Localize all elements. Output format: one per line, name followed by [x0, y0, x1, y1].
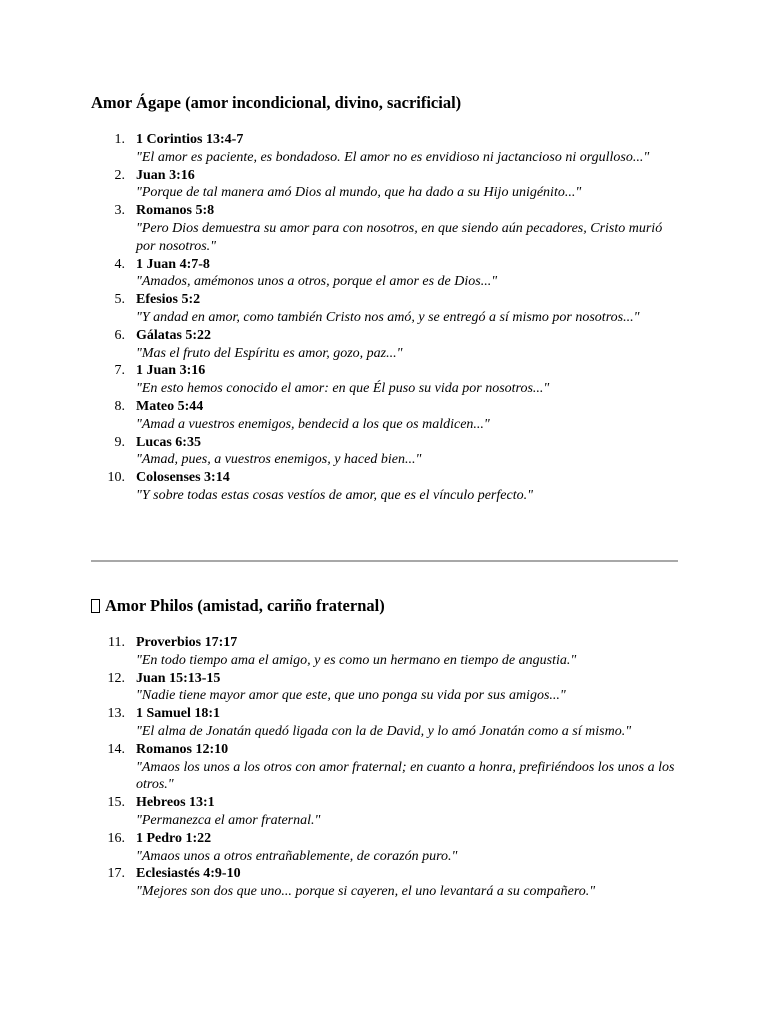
verse-quote: "En todo tiempo ama el amigo, y es como un hermano en tiempo de angustia."	[136, 652, 577, 668]
item-number: 6.	[114, 327, 125, 343]
list-item	[91, 670, 679, 706]
verse-reference: Efesios 5:2	[136, 292, 201, 308]
item-number: 15.	[107, 795, 125, 811]
verse-quote: "El amor es paciente, es bondadoso. El amor no es envidioso ni jactancioso ni orgulloso..."	[136, 149, 650, 165]
verse-quote: "Porque de tal manera amó Dios al mundo, que ha dado a su Hijo unigénito..."	[136, 185, 582, 201]
verse-reference: Romanos 5:8	[136, 203, 215, 219]
verse-quote: "El alma de Jonatán quedó ligada con la de David, y lo amó Jonatán como a sí mismo."	[136, 723, 632, 739]
list-item	[91, 705, 679, 741]
verse-quote: "Amaos los unos a los otros con amor fraternal; en cuanto a honra, prefiriéndoos los unos a los otros."	[136, 759, 675, 793]
verse-reference: 1 Juan 4:7-8	[136, 256, 210, 272]
list-item	[91, 469, 679, 505]
item-number: 5.	[114, 292, 125, 308]
item-number: 14.	[107, 741, 125, 757]
verse-quote: "Y sobre todas estas cosas vestíos de amor, que es el vínculo perfecto."	[136, 487, 533, 503]
verse-quote: "Mas el fruto del Espíritu es amor, gozo, paz..."	[136, 345, 403, 361]
verse-reference: 1 Juan 3:16	[136, 363, 206, 379]
verse-reference: Romanos 12:10	[136, 741, 229, 757]
item-number: 16.	[107, 830, 125, 846]
verse-quote: "Permanezca el amor fraternal."	[136, 812, 321, 828]
item-number: 2.	[114, 167, 125, 183]
item-number: 7.	[114, 363, 125, 379]
list-item	[91, 167, 679, 203]
item-number: 3.	[114, 203, 125, 219]
section-heading-agape	[91, 93, 461, 113]
verse-reference: Mateo 5:44	[136, 398, 204, 414]
verse-reference: Hebreos 13:1	[136, 795, 215, 811]
missing-glyph-icon	[91, 599, 100, 613]
item-number: 11.	[108, 635, 125, 650]
item-number: 8.	[114, 398, 125, 414]
verse-quote: "En esto hemos conocido el amor: en que Él puso su vida por nosotros..."	[136, 381, 550, 397]
section-heading-philos	[91, 596, 385, 616]
verse-reference: Proverbios 17:17	[136, 635, 238, 650]
list-item	[91, 291, 679, 327]
verse-reference: 1 Pedro 1:22	[136, 830, 212, 846]
list-item	[91, 327, 679, 363]
list-item	[91, 202, 679, 255]
list-item	[91, 634, 679, 670]
section-title-agape: Amor Ágape (amor incondicional, divino, sacrificial)	[91, 93, 462, 112]
verse-reference: Lucas 6:35	[136, 434, 201, 450]
list-item	[91, 830, 679, 866]
section-divider	[91, 560, 678, 562]
verse-quote: "Amad, pues, a vuestros enemigos, y haced bien..."	[136, 452, 422, 468]
list-item	[91, 434, 679, 470]
verse-list-philos	[91, 634, 679, 901]
section-title-philos: Amor Philos (amistad, cariño fraternal)	[105, 596, 385, 615]
verse-reference: Colosenses 3:14	[136, 470, 230, 486]
verse-quote: "Nadie tiene mayor amor que este, que uno ponga su vida por sus amigos..."	[136, 688, 566, 704]
list-item	[91, 794, 679, 830]
verse-quote: "Amados, amémonos unos a otros, porque el amor es de Dios..."	[136, 274, 498, 290]
verse-quote: "Pero Dios demuestra su amor para con nosotros, en que siendo aún pecadores, Cristo murió por nosotros."	[136, 220, 663, 254]
list-item	[91, 256, 679, 292]
verse-reference: Juan 15:13-15	[136, 670, 221, 686]
verse-reference: Gálatas 5:22	[136, 327, 212, 343]
verse-reference: 1 Samuel 18:1	[136, 706, 220, 722]
list-item	[91, 865, 679, 901]
list-item	[91, 131, 679, 167]
verse-reference: 1 Corintios 13:4-7	[136, 132, 244, 147]
verse-reference: Juan 3:16	[136, 167, 195, 183]
verse-quote: "Mejores son dos que uno... porque si cayeren, el uno levantará a su compañero."	[136, 884, 596, 900]
list-item	[91, 398, 679, 434]
verse-quote: "Y andad en amor, como también Cristo nos amó, y se entregó a sí mismo por nosotros..."	[136, 309, 640, 325]
item-number: 4.	[114, 256, 125, 272]
verse-quote: "Amaos unos a otros entrañablemente, de corazón puro."	[136, 848, 458, 864]
verse-quote: "Amad a vuestros enemigos, bendecid a los que os maldicen..."	[136, 416, 490, 432]
list-item	[91, 362, 679, 398]
item-number: 9.	[114, 434, 125, 450]
item-number: 1.	[114, 132, 125, 147]
item-number: 12.	[107, 670, 125, 686]
verse-reference: Eclesiastés 4:9-10	[136, 866, 241, 882]
item-number: 13.	[107, 706, 125, 722]
item-number: 10.	[107, 470, 125, 486]
list-item	[91, 741, 679, 794]
item-number: 17.	[107, 866, 125, 882]
verse-list-agape	[91, 131, 679, 505]
